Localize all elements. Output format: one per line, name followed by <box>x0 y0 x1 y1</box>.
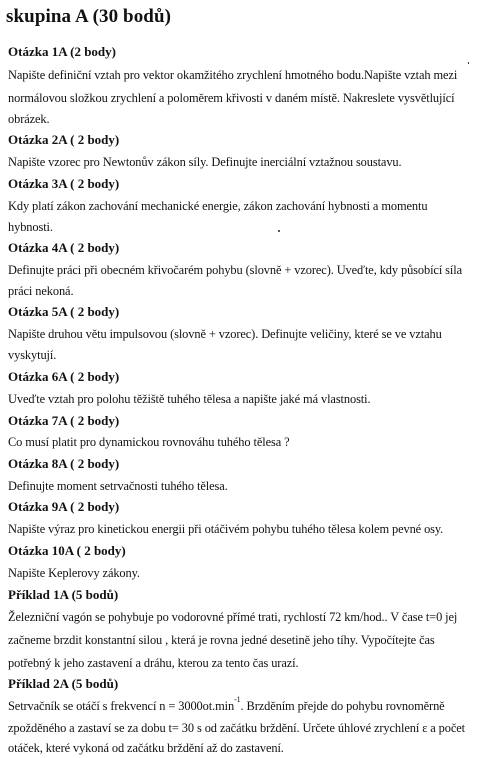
problem-2a-text-line-1 <box>8 695 445 714</box>
problem-1a-text-line-3: potřebný k jeho zastavení a dráhu, kterou za tento čas urazí. <box>8 656 299 670</box>
question-3a-text-line-2: hybnosti. <box>8 220 53 234</box>
scan-speck <box>278 230 280 232</box>
page-title: skupina A (30 bodů) <box>6 6 172 27</box>
question-8a-heading: Otázka 8A ( 2 body) <box>8 456 120 471</box>
problem-1a-text-line-2: začneme brzdit konstantní silou , která je rovna jedné desetině jeho tíhy. Vypočítejte čas <box>8 633 435 647</box>
question-3a-heading: Otázka 3A ( 2 body) <box>8 176 120 191</box>
question-1a-text-line-3: obrázek. <box>8 112 50 126</box>
question-7a-heading: Otázka 7A ( 2 body) <box>8 413 120 428</box>
question-4a-text-line-2: práci nekoná. <box>8 284 74 298</box>
question-3a-text-line-1: Kdy platí zákon zachování mechanické energie, zákon zachování hybnosti a momentu <box>8 199 428 213</box>
question-10a-text-line-1: Napište Keplerovy zákony. <box>8 566 140 580</box>
question-9a-heading: Otázka 9A ( 2 body) <box>8 499 120 514</box>
question-1a-text-line-1: Napište definiční vztah pro vektor okamžitého zrychlení hmotného bodu.Napište vztah mezi <box>8 68 458 82</box>
problem-2a-text-line-3: otáček, které vykoná od začátku brždění až do zastavení. <box>8 741 284 755</box>
question-4a-heading: Otázka 4A ( 2 body) <box>8 240 120 255</box>
question-5a-heading: Otázka 5A ( 2 body) <box>8 304 120 319</box>
question-10a-heading: Otázka 10A ( 2 body) <box>8 543 126 558</box>
question-4a-text-line-1: Definujte práci při obecném křivočarém pohybu (slovně + vzorec). Uveďte, kdy působící síla <box>8 263 462 277</box>
question-9a-text-line-1: Napište výraz pro kinetickou energii při otáčivém pohybu tuhého tělesa kolem pevné osy. <box>8 522 444 536</box>
question-5a-text-line-1: Napište druhou větu impulsovou (slovně + vzorec). Definujte veličiny, které se ve vztahu <box>8 327 442 341</box>
problem-2a-heading: Příklad 2A (5 bodů) <box>8 676 119 691</box>
question-7a-text-line-1: Co musí platit pro dynamickou rovnováhu tuhého tělesa ? <box>8 435 290 449</box>
question-1a-heading: Otázka 1A (2 body) <box>8 44 116 59</box>
question-1a-text-line-2: normálovou složkou zrychlení a poloměrem křivosti v daném místě. Nakreslete vysvětlující <box>8 91 455 105</box>
question-6a-text-line-1: Uveďte vztah pro polohu těžiště tuhého tělesa a napište jaké má vlastnosti. <box>8 392 371 406</box>
scan-speck <box>468 62 469 64</box>
unit-exponent: -1 <box>234 695 241 704</box>
question-5a-text-line-2: vyskytují. <box>8 348 57 362</box>
question-2a-heading: Otázka 2A ( 2 body) <box>8 132 120 147</box>
problem-1a-text-line-1: Železniční vagón se pohybuje po vodorovné přímé trati, rychlostí 72 km/hod.. V čase t=0 jej <box>8 610 458 624</box>
question-2a-text-line-1: Napište vzorec pro Newtonův zákon síly. Definujte inerciální vztažnou soustavu. <box>8 155 402 169</box>
problem-2a-text-line-1-start: Setrvačník se otáčí s frekvencí n = 3000ot.min <box>8 699 235 713</box>
question-8a-text-line-1: Definujte moment setrvačnosti tuhého tělesa. <box>8 479 228 493</box>
question-6a-heading: Otázka 6A ( 2 body) <box>8 369 120 384</box>
problem-2a-text-line-2: zpožděného a zastaví se za dobu t= 30 s od začátku brždění. Určete úhlové zrychlení ε a počet <box>8 721 466 735</box>
problem-1a-heading: Příklad 1A (5 bodů) <box>8 587 119 602</box>
problem-2a-text-line-1-end: . Brzděním přejde do pohybu rovnoměrně <box>240 699 445 713</box>
